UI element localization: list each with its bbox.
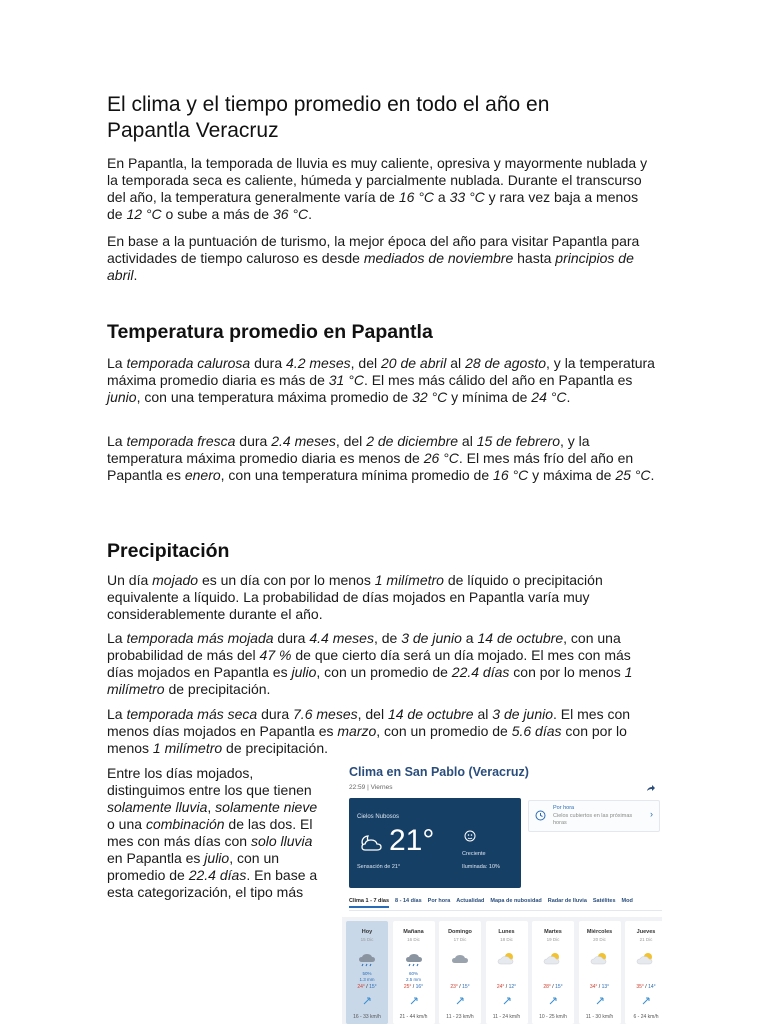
rain-cloud-icon	[404, 951, 424, 967]
text: La	[107, 630, 127, 646]
max-temp: 35°	[636, 984, 644, 990]
text: al	[473, 706, 493, 722]
sun-cloud-icon	[497, 951, 517, 967]
wind-speed: 16 - 33 km/h	[353, 1014, 381, 1020]
temperature-paragraph-1	[107, 355, 657, 406]
text: al	[446, 355, 466, 371]
forecast-day-card[interactable]	[532, 921, 574, 1024]
wind-speed: 11 - 30 km/h	[585, 1014, 614, 1020]
forecast-day-card[interactable]	[486, 921, 528, 1024]
day-temperatures: 23° / 15°	[450, 984, 470, 990]
text: , de	[373, 630, 402, 646]
sun-cloud-icon	[543, 951, 563, 967]
text: hasta	[513, 250, 556, 266]
text-italic: temporada más mojada	[126, 630, 274, 646]
text: y máxima de	[528, 467, 616, 483]
text: .	[566, 389, 571, 405]
share-icon[interactable]	[646, 783, 656, 793]
min-temp: 15°	[462, 984, 470, 990]
text-italic: 16 °C	[493, 467, 529, 483]
tab-current[interactable]: Actualidad	[456, 898, 485, 904]
text-italic: 2.4 meses	[271, 433, 336, 449]
forecast-day-card[interactable]	[439, 921, 481, 1024]
text: En base a la puntuación de turismo, la mejor época del año para visitar Papantla para actividades de tiempo caluroso es desde	[107, 233, 640, 266]
text: .	[308, 206, 312, 222]
text: .	[133, 267, 138, 283]
text: de líquido o precipitación equivalente a líquido. La probabilidad de días mojados en Papantla varía muy considerablemente durante el año.	[107, 572, 603, 622]
tab-days-8-14[interactable]: 8 - 14 días	[395, 898, 422, 904]
wind-arrow-icon	[502, 996, 512, 1006]
max-temp: 28°	[543, 984, 551, 990]
text: En Papantla, la temporada de lluvia es muy caliente, opresiva y mayormente nublada y la temporada seca es caliente, húmeda y parcialmente nublada. Durante el transcurso del año, la temperatura generalmente varía de	[107, 155, 648, 205]
text: dura	[257, 706, 294, 722]
widget-tabs	[349, 896, 662, 911]
text: con por lo menos	[107, 723, 627, 756]
text: Entre los días mojados, distinguimos entre los que tienen	[107, 765, 312, 798]
day-date: 18 Dic	[500, 937, 513, 942]
precipitation-paragraph-1	[107, 572, 657, 623]
text: , del	[335, 433, 367, 449]
text: y mínima de	[447, 389, 532, 405]
min-temp: 14°	[648, 984, 656, 990]
text: La	[107, 433, 127, 449]
wind-speed: 6 - 24 km/h	[633, 1014, 659, 1020]
day-name: Mañana	[403, 929, 424, 935]
wind-speed: 21 - 44 km/h	[399, 1014, 428, 1020]
text-italic: solamente lluvia	[107, 799, 208, 815]
wind-arrow-icon	[595, 996, 605, 1006]
sky-condition: Cielos Nubosos	[357, 814, 400, 820]
day-temperatures: 35° / 14°	[636, 984, 656, 990]
text: La	[107, 706, 127, 722]
text-italic: solamente nieve	[215, 799, 318, 815]
text-italic: temporada calurosa	[126, 355, 251, 371]
widget-title[interactable]: Clima en San Pablo (Veracruz)	[349, 765, 529, 779]
sun-cloud-icon	[636, 951, 656, 967]
max-temp: 24°	[357, 984, 365, 990]
current-weather-card[interactable]	[349, 798, 521, 888]
text: ,	[207, 799, 216, 815]
max-temp: 24°	[496, 984, 505, 990]
text-italic: 3 de junio	[492, 706, 553, 722]
text-italic: 15 de febrero	[476, 433, 560, 449]
text-italic: 24 °C	[531, 389, 567, 405]
text-italic: 26 °C	[423, 450, 459, 466]
forecast-day-card[interactable]	[579, 921, 621, 1024]
text: en Papantla es	[107, 850, 205, 866]
rain-probability: 60%	[408, 971, 418, 976]
text: o una	[107, 816, 146, 832]
day-temperatures: 25° / 16°	[403, 984, 424, 990]
text: , con un promedio de	[316, 664, 452, 680]
text-italic: solo lluvia	[250, 833, 313, 849]
sun-cloud-icon	[590, 951, 610, 967]
text: a	[461, 630, 478, 646]
text-italic: mojado	[152, 572, 199, 588]
day-name: Jueves	[636, 929, 656, 935]
precipitation-paragraph-2	[107, 630, 657, 698]
text-italic: 25 °C	[615, 467, 651, 483]
text-italic: julio	[204, 850, 230, 866]
wind-speed: 11 - 23 km/h	[446, 1014, 474, 1020]
text: , con una probabilidad de más del	[107, 630, 621, 663]
text-italic: 31 °C	[328, 372, 364, 388]
moon-phase-icon	[464, 830, 476, 842]
day-name: Domingo	[448, 929, 472, 935]
text-italic: 1 milímetro	[152, 740, 223, 756]
text: . El mes más frío del año en Papantla es	[107, 450, 634, 483]
max-temp: 23°	[450, 984, 458, 990]
text-italic: 14 de octubre	[387, 706, 474, 722]
text-italic: 3 de junio	[401, 630, 462, 646]
text-italic: 5.6 días	[511, 723, 562, 739]
day-date: 19 Dic	[546, 937, 560, 942]
day-date: 20 Dic	[593, 937, 606, 942]
day-temperatures: 34° / 13°	[589, 984, 610, 990]
day-date: 16 Dic	[407, 937, 420, 942]
text: , con una temperatura máxima promedio de	[136, 389, 413, 405]
intro-paragraph-1	[107, 155, 657, 223]
cloud-icon	[450, 951, 470, 967]
text: de que cierto día será un día mojado. El mes con más días mojados en Papantla es	[107, 647, 631, 680]
text: . El mes con menos días mojados en Papantla es	[107, 706, 631, 739]
text-italic: 22.4 días	[188, 867, 247, 883]
text: o sube a más de	[161, 206, 273, 222]
tab-rain-radar[interactable]: Radar de lluvia	[547, 898, 587, 904]
text: dura	[250, 355, 287, 371]
hourly-description: Cielos cubiertos en las próximas horas	[553, 813, 633, 826]
moon-phase-label: Creciente	[462, 851, 486, 857]
text-italic: 1 milímetro	[107, 664, 633, 697]
temperature-heading: Temperatura promedio en Papantla	[107, 321, 433, 343]
text: . El mes más cálido del año en Papantla es	[363, 372, 633, 388]
wind-speed: 11 - 24 km/h	[492, 1014, 521, 1020]
text-italic: junio	[107, 389, 137, 405]
day-temperatures: 28° / 15°	[543, 984, 563, 990]
text-italic: mediados de noviembre	[363, 250, 514, 266]
text-italic: temporada fresca	[126, 433, 236, 449]
moon-cloud-icon	[359, 830, 385, 854]
day-date: 21 Dic	[639, 937, 653, 942]
intro-paragraph-2	[107, 233, 657, 284]
day-temperatures: 24° / 12°	[496, 984, 517, 990]
wind-arrow-icon	[455, 996, 465, 1006]
text: , con un promedio de	[107, 850, 280, 883]
text-italic: 36 °C	[272, 206, 309, 222]
text: es un día con por lo menos	[198, 572, 375, 588]
max-temp: 25°	[403, 984, 412, 990]
text: y rara vez baja a menos de	[107, 189, 639, 222]
moon-illumination: Iluminada: 10%	[462, 864, 500, 870]
wind-arrow-icon	[409, 996, 419, 1006]
text-italic: 16 °C	[398, 189, 435, 205]
min-temp: 15°	[555, 984, 563, 990]
text: dura	[273, 630, 310, 646]
text-italic: combinación	[145, 816, 225, 832]
max-temp: 34°	[589, 984, 598, 990]
text-italic: 12 °C	[126, 206, 162, 222]
precipitation-heading: Precipitación	[107, 540, 230, 562]
precipitation-paragraph-4	[107, 765, 325, 901]
wind-arrow-icon	[362, 996, 372, 1006]
text: de precipitación.	[222, 740, 328, 756]
day-date: 15 Dic	[360, 937, 374, 942]
text-italic: 22.4 días	[451, 664, 510, 680]
weather-widget	[342, 760, 662, 1024]
text-italic: 7.6 meses	[293, 706, 358, 722]
forecast-day-card[interactable]	[346, 921, 388, 1024]
min-temp: 13°	[601, 984, 610, 990]
min-temp: 12°	[508, 984, 517, 990]
wind-arrow-icon	[641, 996, 651, 1006]
day-temperatures: 24° / 15°	[357, 984, 377, 990]
day-name: Martes	[544, 929, 562, 935]
text: , y la temperatura máxima promedio diaria es menos de	[107, 433, 590, 466]
rain-amount: 1.3 mm	[359, 977, 375, 982]
tab-cloud-map[interactable]: Mapa de nubosidad	[490, 898, 542, 904]
tab-satellites[interactable]: Satélites	[592, 898, 616, 904]
text: a	[434, 189, 450, 205]
tab-models[interactable]: Mod	[621, 898, 633, 904]
text: , del	[357, 706, 388, 722]
text-italic: 14 de octubre	[477, 630, 564, 646]
temperature-paragraph-2	[107, 433, 657, 484]
day-name: Miércoles	[586, 929, 613, 935]
text-italic: marzo	[337, 723, 377, 739]
text-italic: enero	[184, 467, 221, 483]
text: , del	[350, 355, 381, 371]
text-italic: 4.4 meses	[309, 630, 374, 646]
tab-days-1-7[interactable]: Clima 1 - 7 días	[349, 896, 389, 908]
rain-probability: 50%	[362, 971, 372, 976]
text-italic: 47 %	[259, 647, 292, 663]
text: .	[650, 467, 655, 483]
text: . En base a esta categorización, el tipo más	[107, 867, 318, 900]
text-italic: temporada más seca	[126, 706, 258, 722]
text: de las dos. El mes con más días con	[107, 816, 313, 849]
forecast-day-card[interactable]	[625, 921, 662, 1024]
text: de precipitación.	[164, 681, 271, 697]
text-italic: principios de abril	[107, 250, 634, 283]
wind-arrow-icon	[548, 996, 558, 1006]
text: , con un promedio de	[376, 723, 512, 739]
hourly-forecast-link[interactable]	[528, 800, 660, 832]
min-temp: 15°	[369, 984, 377, 990]
min-temp: 16°	[415, 984, 424, 990]
page-title: El clima y el tiempo promedio en todo el año en Papantla Veracruz	[107, 93, 550, 142]
text: , con una temperatura mínima promedio de	[220, 467, 494, 483]
text: dura	[235, 433, 272, 449]
wind-speed: 10 - 25 km/h	[539, 1014, 567, 1020]
text-italic: 33 °C	[449, 189, 485, 205]
clock-icon	[535, 810, 546, 821]
text-italic: julio	[291, 664, 317, 680]
widget-time: 22:59 | Viernes	[349, 784, 393, 791]
hourly-title: Por hora	[553, 805, 575, 811]
text-italic: 32 °C	[412, 389, 448, 405]
text-italic: 1 milímetro	[374, 572, 444, 588]
current-temperature: 21°	[389, 824, 435, 857]
tab-hourly[interactable]: Por hora	[427, 898, 451, 904]
text: , y la temperatura máxima promedio diaria es más de	[107, 355, 655, 388]
text-italic: 28 de agosto	[465, 355, 547, 371]
rain-cloud-icon	[357, 951, 377, 967]
chevron-right-icon: ›	[650, 809, 653, 819]
precipitation-paragraph-3	[107, 706, 657, 757]
day-name: Hoy	[361, 929, 373, 935]
day-name: Lunes	[498, 929, 515, 935]
text: La	[107, 355, 127, 371]
daily-forecast-strip	[342, 917, 662, 1024]
text: con por lo menos	[509, 664, 625, 680]
text-italic: 4.2 meses	[286, 355, 351, 371]
text-italic: 2 de diciembre	[366, 433, 459, 449]
text: al	[458, 433, 477, 449]
rain-amount: 2.5 mm	[405, 977, 421, 982]
feels-like: Sensación de 21°	[357, 864, 401, 870]
day-date: 17 Dic	[453, 937, 467, 942]
text: Un día	[107, 572, 153, 588]
text-italic: 20 de abril	[380, 355, 447, 371]
forecast-day-card[interactable]	[393, 921, 435, 1024]
